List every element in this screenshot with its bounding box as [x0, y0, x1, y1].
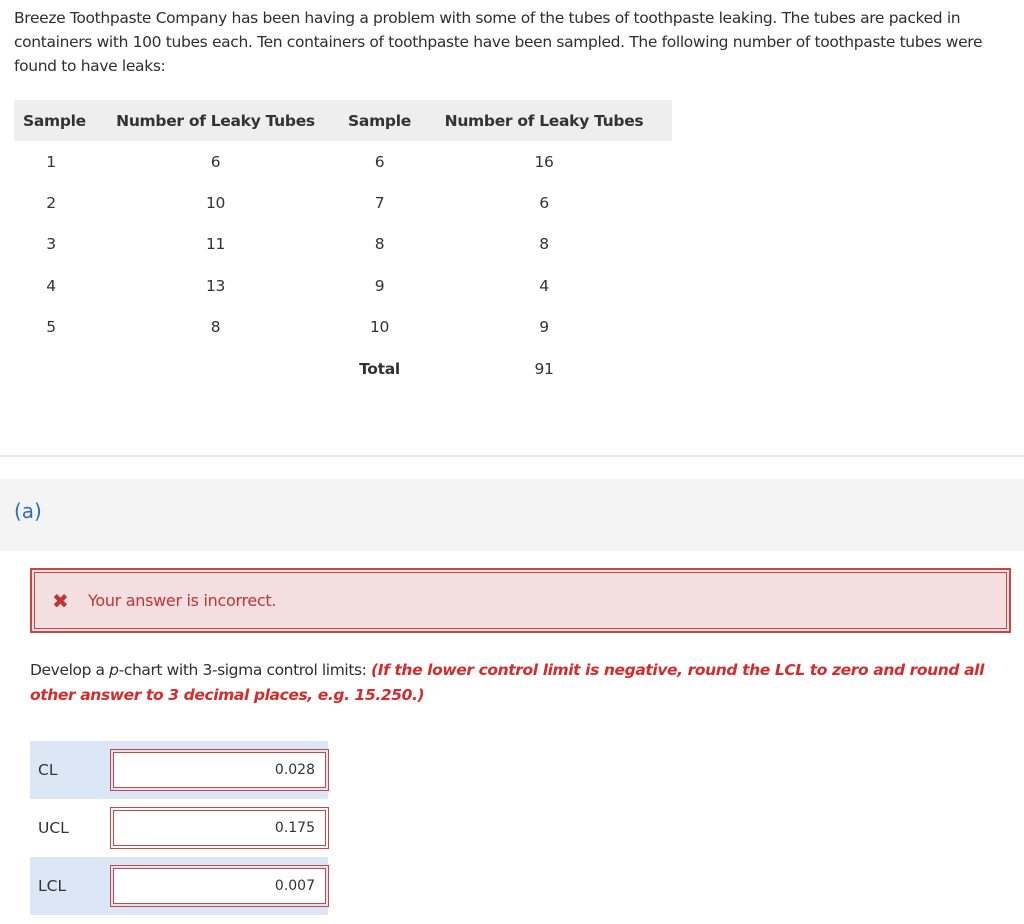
header-sample-2: Sample — [343, 100, 416, 141]
incorrect-x-icon: ✖ — [52, 589, 69, 613]
table-total-row — [14, 348, 672, 389]
part-label: (a) — [14, 499, 42, 523]
problem-statement: Breeze Toothpaste Company has been having a problem with some of the tubes of toothpaste leaking. The tubes are packed in containers with 100 tubes each. Ten containers of toothpaste have been sampled. The following number of toothpaste tubes were found to have leaks: — [14, 9, 983, 75]
feedback-message: Your answer is incorrect. — [88, 591, 277, 610]
header-leaky-tubes-1: Number of Leaky Tubes — [88, 100, 343, 141]
answer-row-lcl — [30, 857, 328, 915]
table-cell: 5 — [46, 318, 56, 337]
table-row — [14, 141, 672, 182]
table-cell: 1 — [46, 152, 56, 171]
answer-input-cell — [112, 799, 328, 857]
instruction-middle: -chart with 3-sigma control limits: — [118, 661, 372, 679]
table-cell-empty — [14, 348, 88, 389]
table-cell: 10 — [205, 194, 226, 213]
table-row — [14, 265, 672, 306]
answer-label-cl: CL — [30, 741, 112, 799]
table-cell: 9 — [539, 318, 549, 337]
table-cell: 13 — [205, 276, 226, 295]
table-row — [14, 224, 672, 265]
answer-label-ucl: UCL — [30, 799, 112, 857]
total-value: 91 — [534, 359, 554, 378]
table-cell: 6 — [539, 194, 549, 213]
table-row — [14, 307, 672, 348]
header-leaky-tubes-2: Number of Leaky Tubes — [416, 100, 672, 141]
table-cell: 4 — [46, 276, 56, 295]
answer-input-cell — [112, 857, 328, 915]
table-row — [14, 182, 672, 223]
part-header — [0, 479, 1024, 551]
ucl-input[interactable] — [113, 810, 326, 846]
table-cell: 7 — [374, 194, 385, 213]
header-sample-1: Sample — [14, 100, 88, 141]
table-cell: 2 — [46, 194, 56, 213]
feedback-incorrect-banner — [30, 568, 1011, 633]
table-cell: 8 — [210, 318, 221, 337]
answer-row-ucl — [30, 799, 328, 857]
leaky-tubes-table — [14, 100, 672, 389]
table-cell: 4 — [539, 276, 549, 295]
instruction-prefix: Develop a — [30, 661, 110, 679]
rounding-hint: (If the lower control limit is negative, round the LCL to zero and round all other answer to 3 decimal places, e.g. 15.250.) — [30, 661, 984, 704]
answer-input-cell — [112, 741, 328, 799]
answer-label-lcl: LCL — [30, 857, 112, 915]
total-label: Total — [359, 359, 400, 378]
table-header-row — [14, 100, 672, 141]
table-cell: 6 — [210, 152, 221, 171]
question-instruction — [30, 658, 1010, 708]
table-cell: 6 — [374, 152, 385, 171]
instruction-p-emphasis: p — [109, 661, 119, 679]
lcl-input[interactable] — [113, 868, 326, 904]
table-cell: 8 — [374, 235, 385, 254]
table-cell: 3 — [46, 235, 56, 254]
table-cell: 11 — [205, 235, 226, 254]
table-cell: 8 — [539, 235, 549, 254]
table-cell: 16 — [534, 152, 554, 171]
answer-table — [30, 741, 328, 915]
table-cell-empty — [88, 348, 343, 389]
cl-input[interactable] — [113, 752, 326, 788]
table-cell: 10 — [369, 318, 390, 337]
table-cell: 9 — [374, 276, 385, 295]
section-divider — [0, 455, 1024, 457]
answer-row-cl — [30, 741, 328, 799]
